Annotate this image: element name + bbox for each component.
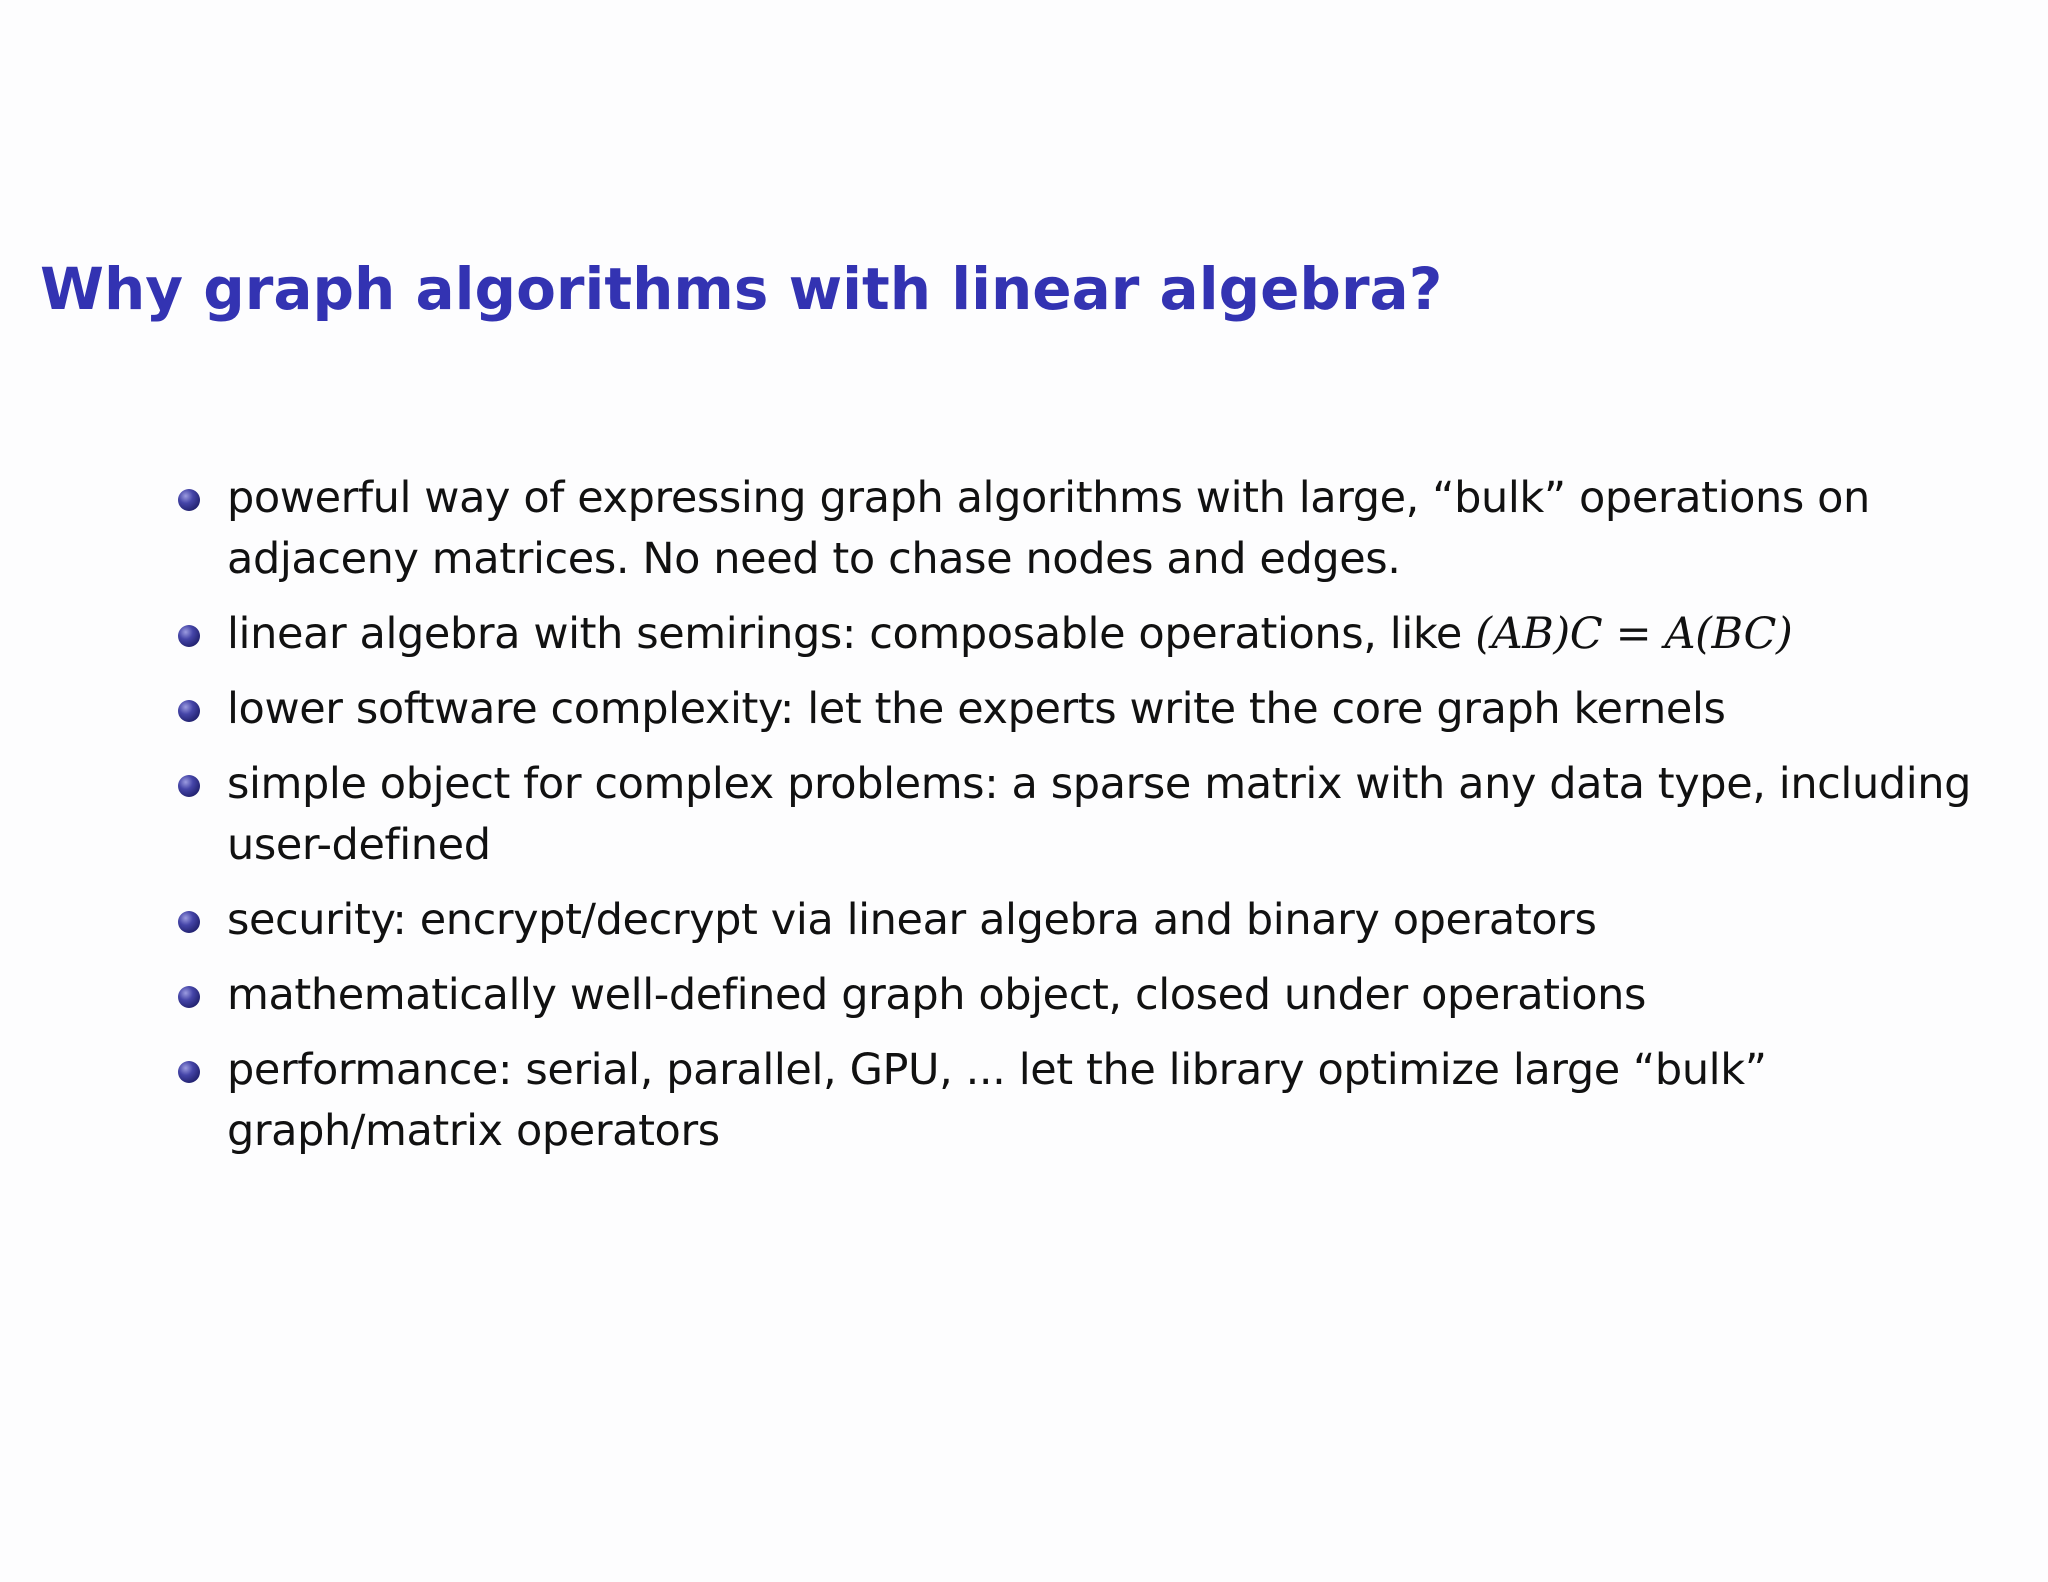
bullet-text bbox=[227, 679, 2036, 740]
slide-title: Why graph algorithms with linear algebra? bbox=[40, 255, 1443, 323]
bullet-item bbox=[176, 965, 2036, 1026]
bullet-text-content: simple object for complex problems: a sparse matrix with any data type, including user-defined bbox=[227, 759, 1972, 870]
bullet-item bbox=[176, 890, 2036, 951]
bullet-item bbox=[176, 468, 2036, 590]
bullet-text bbox=[227, 1040, 2036, 1162]
bullet-item bbox=[176, 1040, 2036, 1162]
bullet-ball-icon bbox=[178, 700, 200, 722]
bullet-ball-icon bbox=[178, 986, 200, 1008]
bullet-text-content: performance: serial, parallel, GPU, ... let the library optimize large “bulk” graph/matrix operators bbox=[227, 1045, 1767, 1156]
bullet-list bbox=[176, 468, 2036, 1176]
bullet-text bbox=[227, 965, 2036, 1026]
bullet-text-content: powerful way of expressing graph algorithms with large, “bulk” operations on adjaceny matrices. No need to chase nodes and edges. bbox=[227, 473, 1870, 584]
bullet-text bbox=[227, 468, 2036, 590]
bullet-ball-icon bbox=[178, 625, 200, 647]
bullet-item bbox=[176, 679, 2036, 740]
bullet-text-content: mathematically well-defined graph object, closed under operations bbox=[227, 970, 1646, 1020]
bullet-text-content: security: encrypt/decrypt via linear algebra and binary operators bbox=[227, 895, 1597, 945]
bullet-ball-icon bbox=[178, 1061, 200, 1083]
bullet-text-content: linear algebra with semirings: composable operations, like bbox=[227, 609, 1476, 659]
bullet-ball-icon bbox=[178, 489, 200, 511]
bullet-text bbox=[227, 754, 2036, 876]
bullet-item bbox=[176, 604, 2036, 665]
bullet-text bbox=[227, 890, 2036, 951]
bullet-text-content: lower software complexity: let the experts write the core graph kernels bbox=[227, 684, 1726, 734]
bullet-text bbox=[227, 604, 2036, 665]
math-expression: (AB)C = A(BC) bbox=[1475, 609, 1793, 659]
bullet-item bbox=[176, 754, 2036, 876]
bullet-ball-icon bbox=[178, 775, 200, 797]
bullet-ball-icon bbox=[178, 911, 200, 933]
